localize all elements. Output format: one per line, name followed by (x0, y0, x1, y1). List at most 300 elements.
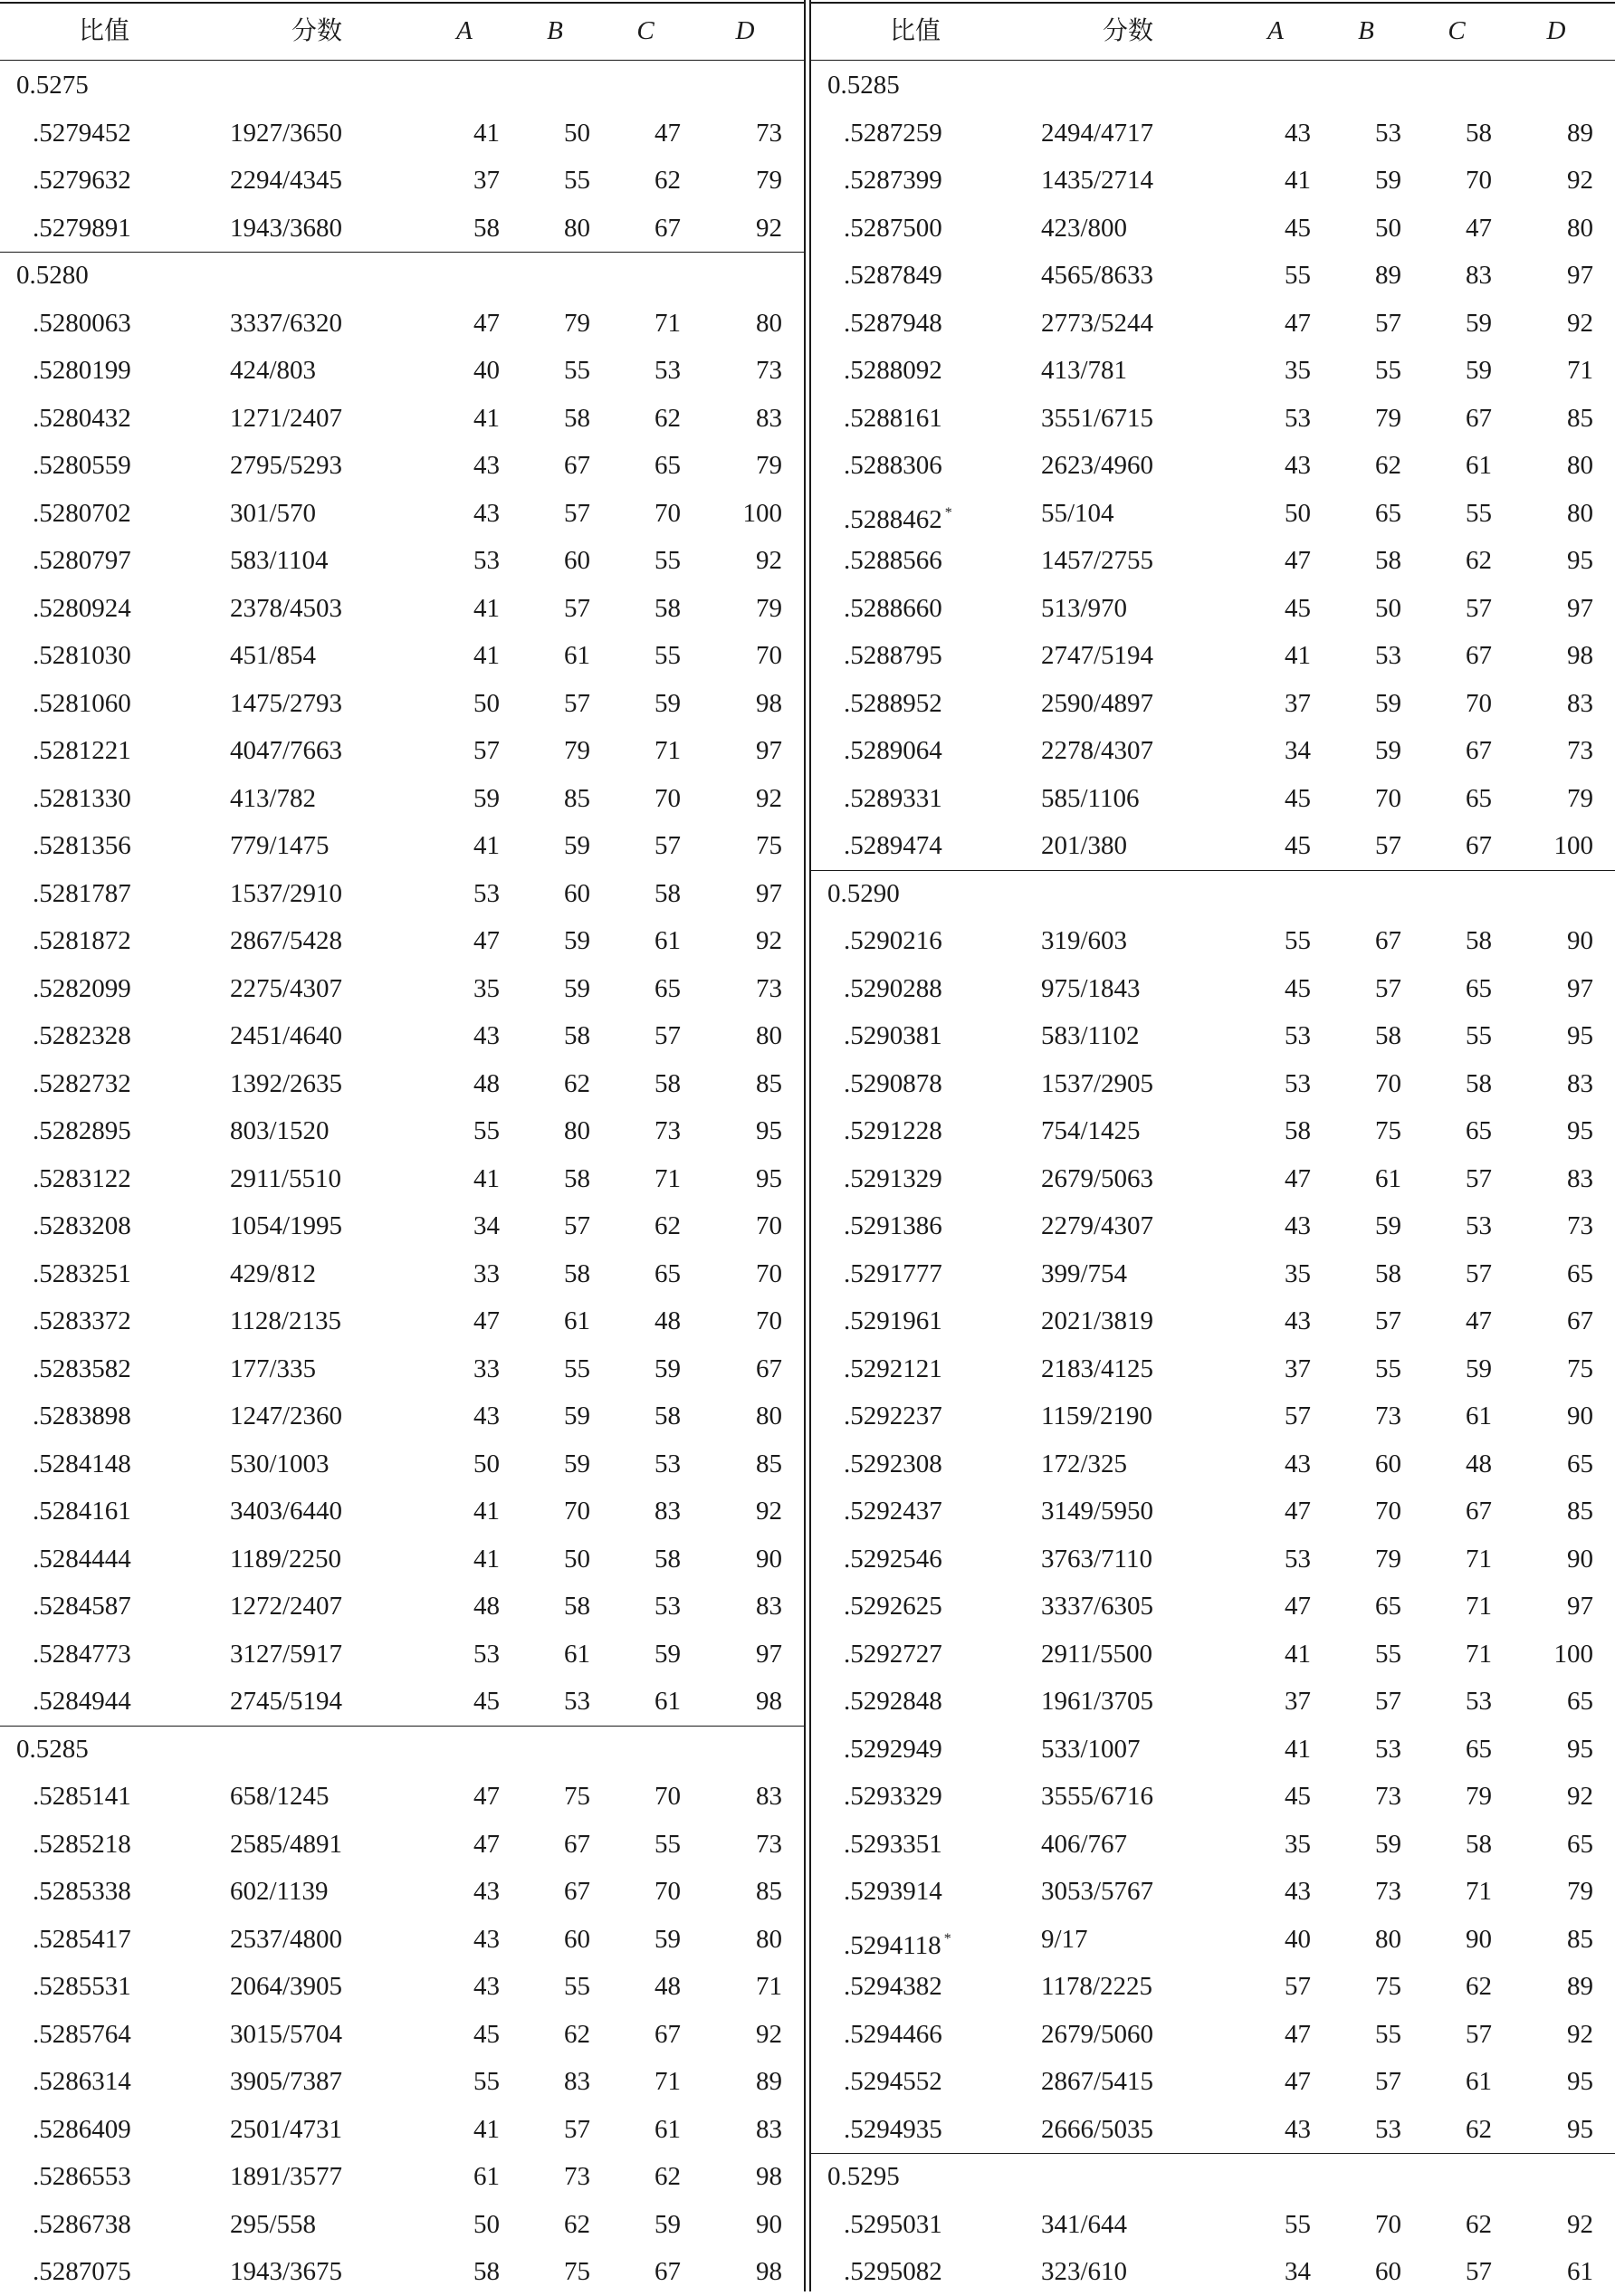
table-row (0, 870, 804, 918)
header-ratio: 比值 (78, 15, 129, 45)
table-row (0, 822, 804, 870)
b-cell: 58 (564, 403, 590, 433)
table-row (811, 727, 1615, 775)
fraction-cell: 1927/3650 (230, 118, 343, 148)
fraction-cell: 2590/4897 (1041, 688, 1154, 718)
a-cell: 45 (473, 1687, 500, 1716)
header-rule (811, 60, 1615, 61)
d-cell: 97 (756, 878, 782, 908)
table-row (811, 300, 1615, 348)
table-row (811, 1107, 1615, 1155)
fraction-cell: 1891/3577 (230, 2162, 343, 2191)
ratio-cell: .5283251 (33, 1258, 131, 1288)
c-cell: 71 (655, 736, 681, 765)
table-row (811, 1012, 1615, 1060)
fraction-cell: 423/800 (1041, 213, 1128, 243)
d-cell: 100 (742, 498, 782, 528)
table-row (811, 585, 1615, 633)
header-a: A (1267, 16, 1284, 45)
b-cell: 58 (1375, 546, 1401, 575)
ratio-cell: .5287399 (844, 166, 942, 195)
c-cell: 70 (1466, 166, 1492, 195)
c-cell: 58 (655, 1402, 681, 1430)
b-cell: 50 (1375, 593, 1401, 623)
table-row (811, 965, 1615, 1013)
ratio-cell: .5281221 (33, 736, 131, 765)
b-cell: 67 (564, 1829, 590, 1859)
a-cell: 53 (473, 1639, 500, 1669)
ratio-cell: .5293914 (844, 1877, 942, 1906)
a-cell: 57 (473, 736, 500, 765)
c-cell: 65 (655, 451, 681, 480)
c-cell: 53 (1466, 1211, 1492, 1240)
c-cell: 58 (655, 878, 681, 908)
b-cell: 67 (1375, 926, 1401, 955)
c-cell: 90 (1466, 1924, 1492, 1954)
table-row (811, 157, 1615, 205)
ratio-cell: .5285764 (33, 2019, 131, 2049)
fraction-cell: 530/1003 (230, 1449, 330, 1478)
a-cell: 33 (473, 1354, 500, 1383)
c-cell: 59 (1466, 1354, 1492, 1383)
d-cell: 65 (1567, 1687, 1593, 1716)
table-row (0, 2201, 804, 2249)
c-cell: 67 (1466, 403, 1492, 433)
table-row (0, 727, 804, 775)
ratio-cell: .5292625 (844, 1592, 942, 1621)
b-cell: 53 (1375, 1734, 1401, 1764)
c-cell: 67 (1466, 641, 1492, 670)
c-cell: 53 (655, 356, 681, 385)
table-row (0, 1012, 804, 1060)
fraction-cell: 429/812 (230, 1258, 317, 1288)
fraction-cell: 2183/4125 (1041, 1354, 1154, 1383)
fraction-cell: 1943/3675 (230, 2257, 343, 2286)
c-cell: 65 (655, 973, 681, 1003)
table-row (811, 775, 1615, 823)
table-row (811, 2011, 1615, 2059)
d-cell: 85 (756, 1449, 782, 1478)
a-cell: 43 (473, 451, 500, 480)
ratio-cell: .5280559 (33, 451, 131, 480)
c-cell: 61 (1466, 451, 1492, 480)
d-cell: 80 (756, 1402, 782, 1430)
d-cell: 75 (756, 831, 782, 860)
table-row (0, 1773, 804, 1821)
table-row (0, 965, 804, 1013)
b-cell: 83 (564, 2067, 590, 2096)
d-cell: 61 (1567, 2257, 1593, 2286)
c-cell: 53 (655, 1449, 681, 1478)
a-cell: 47 (1285, 2067, 1311, 2096)
c-cell: 59 (655, 1639, 681, 1669)
fraction-cell: 1247/2360 (230, 1402, 343, 1430)
c-cell: 57 (1466, 2257, 1492, 2286)
table-row (811, 2106, 1615, 2154)
b-cell: 59 (564, 831, 590, 860)
c-cell: 71 (1466, 1592, 1492, 1621)
a-cell: 43 (473, 1972, 500, 2001)
a-cell: 37 (1285, 1354, 1311, 1383)
c-cell: 67 (1466, 736, 1492, 765)
ratio-cell: .5287075 (33, 2257, 131, 2286)
table-row (0, 1060, 804, 1108)
fraction-cell: 3053/5767 (1041, 1877, 1154, 1906)
d-cell: 92 (756, 1497, 782, 1526)
b-cell: 57 (564, 498, 590, 528)
ratio-cell: .5291228 (844, 1116, 942, 1145)
table-row (0, 775, 804, 823)
a-cell: 43 (473, 1924, 500, 1954)
b-cell: 62 (564, 2019, 590, 2049)
ratio-cell: .5291961 (844, 1306, 942, 1335)
b-cell: 55 (1375, 2019, 1401, 2049)
d-cell: 98 (756, 2162, 782, 2191)
b-cell: 53 (1375, 2114, 1401, 2144)
fraction-cell: 1537/2910 (230, 878, 343, 908)
b-cell: 79 (564, 308, 590, 338)
table-row (0, 632, 804, 680)
table-row (811, 1821, 1615, 1869)
a-cell: 47 (473, 308, 500, 338)
c-cell: 58 (655, 1544, 681, 1574)
ratio-cell: .5290288 (844, 973, 942, 1003)
d-cell: 92 (1567, 166, 1593, 195)
a-cell: 47 (473, 1306, 500, 1335)
b-cell: 75 (1375, 1972, 1401, 2001)
table-row (811, 1250, 1615, 1298)
d-cell: 85 (1567, 1924, 1593, 1954)
d-cell: 70 (756, 641, 782, 670)
a-cell: 35 (1285, 1258, 1311, 1288)
c-cell: 65 (1466, 783, 1492, 813)
c-cell: 48 (1466, 1449, 1492, 1478)
d-cell: 92 (756, 2019, 782, 2049)
c-cell: 62 (1466, 1972, 1492, 2001)
a-cell: 50 (473, 2209, 500, 2239)
b-cell: 80 (564, 213, 590, 243)
ratio-cell: .5288952 (844, 688, 942, 718)
table-row (0, 1440, 804, 1488)
d-cell: 79 (756, 166, 782, 195)
fraction-cell: 1178/2225 (1041, 1972, 1152, 2001)
table-row (0, 157, 804, 205)
c-cell: 62 (655, 403, 681, 433)
a-cell: 48 (473, 1592, 500, 1621)
d-cell: 80 (1567, 213, 1593, 243)
ratio-cell: .5287259 (844, 118, 942, 148)
fraction-cell: 55/104 (1041, 498, 1114, 528)
a-cell: 43 (1285, 1211, 1311, 1240)
d-cell: 90 (1567, 926, 1593, 955)
a-cell: 55 (1285, 261, 1311, 290)
a-cell: 55 (473, 1116, 500, 1145)
b-cell: 59 (1375, 688, 1401, 718)
header-b: B (1358, 16, 1374, 45)
b-cell: 59 (1375, 1829, 1401, 1859)
c-cell: 71 (655, 308, 681, 338)
b-cell: 55 (564, 1354, 590, 1383)
header-c: C (1448, 16, 1466, 45)
ratio-cell: .5280063 (33, 308, 131, 338)
c-cell: 55 (655, 546, 681, 575)
fraction-cell: 779/1475 (230, 831, 330, 860)
b-cell: 70 (1375, 1068, 1401, 1098)
fraction-cell: 2275/4307 (230, 973, 343, 1003)
b-cell: 58 (564, 1592, 590, 1621)
ratio-cell: .5280797 (33, 546, 131, 575)
d-cell: 67 (1567, 1306, 1593, 1335)
b-cell: 58 (1375, 1258, 1401, 1288)
ratio-cell: .5295031 (844, 2209, 942, 2239)
ratio-cell: .5286314 (33, 2067, 131, 2096)
a-cell: 43 (1285, 1877, 1311, 1906)
a-cell: 43 (1285, 118, 1311, 148)
ratio-cell: .5283122 (33, 1163, 131, 1193)
a-cell: 34 (1285, 2257, 1311, 2286)
b-cell: 70 (1375, 2209, 1401, 2239)
b-cell: 59 (1375, 736, 1401, 765)
b-cell: 57 (1375, 1306, 1401, 1335)
c-cell: 67 (1466, 1497, 1492, 1526)
b-cell: 61 (564, 1639, 590, 1669)
b-cell: 55 (1375, 356, 1401, 385)
fraction-cell: 2867/5415 (1041, 2067, 1154, 2096)
ratio-cell: .5289064 (844, 736, 942, 765)
table-row (811, 1345, 1615, 1393)
ratio-cell: .5291329 (844, 1163, 942, 1193)
ratio-cell: .5280924 (33, 593, 131, 623)
table-row (811, 1535, 1615, 1583)
ratio-cell: .5282099 (33, 973, 131, 1003)
a-cell: 50 (1285, 498, 1311, 528)
fraction-cell: 2494/4717 (1041, 118, 1154, 148)
b-cell: 80 (564, 1116, 590, 1145)
table-row (0, 2153, 804, 2201)
ratio-cell: .5279632 (33, 166, 131, 195)
fraction-cell: 413/782 (230, 783, 317, 813)
table-row (0, 2058, 804, 2106)
a-cell: 33 (473, 1258, 500, 1288)
a-cell: 35 (473, 973, 500, 1003)
fraction-cell: 1457/2755 (1041, 546, 1154, 575)
ratio-cell: .5288795 (844, 641, 942, 670)
ratio-cell: .5281356 (33, 831, 131, 860)
d-cell: 80 (1567, 451, 1593, 480)
column-separator-left (804, 0, 806, 2291)
b-cell: 89 (1375, 261, 1401, 290)
table-row (811, 1583, 1615, 1631)
header-rule (0, 60, 804, 61)
ratio-cell: .5280702 (33, 498, 131, 528)
fraction-cell: 3149/5950 (1041, 1497, 1154, 1526)
d-cell: 80 (756, 1924, 782, 1954)
a-cell: 53 (1285, 1068, 1311, 1098)
d-cell: 79 (756, 451, 782, 480)
ratio-cell: .5291777 (844, 1258, 942, 1288)
fraction-cell: 2623/4960 (1041, 451, 1154, 480)
ratio-cell: .5281872 (33, 926, 131, 955)
a-cell: 50 (473, 1449, 500, 1478)
b-cell: 73 (1375, 1402, 1401, 1430)
fraction-cell: 2294/4345 (230, 166, 343, 195)
b-cell: 58 (564, 1163, 590, 1193)
d-cell: 73 (756, 118, 782, 148)
d-cell: 83 (1567, 688, 1593, 718)
top-rule (0, 2, 804, 4)
ratio-cell: .5285338 (33, 1877, 131, 1906)
a-cell: 41 (473, 118, 500, 148)
d-cell: 73 (1567, 736, 1593, 765)
table-row (0, 680, 804, 728)
d-cell: 73 (756, 356, 782, 385)
d-cell: 70 (756, 1258, 782, 1288)
fraction-cell: 3905/7387 (230, 2067, 343, 2096)
a-cell: 43 (1285, 1306, 1311, 1335)
fraction-cell: 1475/2793 (230, 688, 343, 718)
c-cell: 58 (1466, 1829, 1492, 1859)
ratio-cell (844, 1916, 951, 1964)
table-row (811, 1440, 1615, 1488)
table-row (0, 537, 804, 585)
fraction-cell: 3403/6440 (230, 1497, 343, 1526)
ratio-cell: .5294382 (844, 1972, 942, 2001)
group-label: 0.5295 (827, 2162, 900, 2191)
table-row (811, 1488, 1615, 1535)
d-cell: 90 (1567, 1402, 1593, 1430)
d-cell: 97 (756, 1639, 782, 1669)
a-cell: 45 (1285, 593, 1311, 623)
table-row (0, 300, 804, 348)
table-row (811, 442, 1615, 490)
table-row (0, 1392, 804, 1440)
table-row (811, 1155, 1615, 1203)
d-cell: 92 (756, 546, 782, 575)
table-row (0, 1155, 804, 1203)
table-row (0, 1868, 804, 1916)
a-cell: 41 (473, 593, 500, 623)
c-cell: 83 (1466, 261, 1492, 290)
d-cell: 89 (756, 2067, 782, 2096)
b-cell: 59 (564, 926, 590, 955)
fraction-cell: 2585/4891 (230, 1829, 343, 1859)
a-cell: 41 (473, 641, 500, 670)
a-cell: 34 (1285, 736, 1311, 765)
c-cell: 55 (1466, 498, 1492, 528)
d-cell: 90 (756, 2209, 782, 2239)
group-label: 0.5285 (827, 71, 900, 100)
a-cell: 45 (473, 2019, 500, 2049)
d-cell: 92 (756, 213, 782, 243)
b-cell: 57 (1375, 308, 1401, 338)
c-cell: 59 (655, 2209, 681, 2239)
ratio-cell: .5284587 (33, 1592, 131, 1621)
table-row (811, 822, 1615, 870)
a-cell: 35 (1285, 356, 1311, 385)
ratio-cell (844, 490, 952, 538)
c-cell: 71 (655, 2067, 681, 2096)
d-cell: 92 (1567, 1782, 1593, 1811)
fraction-cell: 323/610 (1041, 2257, 1128, 2286)
c-cell: 65 (1466, 1734, 1492, 1764)
table-row (811, 1631, 1615, 1679)
a-cell: 47 (1285, 546, 1311, 575)
c-cell: 71 (655, 1163, 681, 1193)
b-cell: 59 (564, 973, 590, 1003)
a-cell: 58 (1285, 1116, 1311, 1145)
ratio-cell: .5284944 (33, 1687, 131, 1716)
b-cell: 75 (1375, 1116, 1401, 1145)
fraction-cell: 658/1245 (230, 1782, 330, 1811)
a-cell: 41 (473, 1163, 500, 1193)
a-cell: 53 (473, 878, 500, 908)
table-row (811, 2248, 1615, 2296)
d-cell: 98 (756, 1687, 782, 1716)
ratio-cell: .5281330 (33, 783, 131, 813)
table-row (811, 2058, 1615, 2106)
table-row (0, 1583, 804, 1631)
ratio-cell: .5282895 (33, 1116, 131, 1145)
fraction-cell: 2773/5244 (1041, 308, 1154, 338)
c-cell: 59 (655, 688, 681, 718)
ratio-cell: .5287948 (844, 308, 942, 338)
a-cell: 45 (1285, 1782, 1311, 1811)
table-row (811, 1916, 1615, 1964)
ratio-cell: .5280432 (33, 403, 131, 433)
a-cell: 41 (473, 1544, 500, 1574)
fraction-cell: 295/558 (230, 2209, 317, 2239)
ratio-cell: .5281060 (33, 688, 131, 718)
b-cell: 57 (564, 1211, 590, 1240)
d-cell: 65 (1567, 1258, 1593, 1288)
b-cell: 62 (564, 2209, 590, 2239)
d-cell: 95 (1567, 1116, 1593, 1145)
d-cell: 89 (1567, 118, 1593, 148)
a-cell: 43 (1285, 451, 1311, 480)
table-row (0, 2248, 804, 2296)
table-row (0, 395, 804, 443)
ratio-cell: .5279891 (33, 213, 131, 243)
a-cell: 41 (473, 831, 500, 860)
c-cell: 79 (1466, 1782, 1492, 1811)
ratio-cell: .5283582 (33, 1354, 131, 1383)
d-cell: 71 (756, 1972, 782, 2001)
group-header-row (0, 252, 804, 300)
d-cell: 70 (756, 1211, 782, 1240)
c-cell: 59 (655, 1354, 681, 1383)
b-cell: 70 (1375, 783, 1401, 813)
fraction-cell: 602/1139 (230, 1877, 329, 1906)
d-cell: 92 (756, 926, 782, 955)
table-row (811, 1392, 1615, 1440)
d-cell: 79 (1567, 1877, 1593, 1906)
d-cell: 90 (1567, 1544, 1593, 1574)
fraction-cell: 1271/2407 (230, 403, 343, 433)
c-cell: 71 (1466, 1639, 1492, 1669)
table-row (0, 1963, 804, 2011)
fraction-cell: 2745/5194 (230, 1687, 343, 1716)
d-cell: 98 (1567, 641, 1593, 670)
a-cell: 37 (1285, 688, 1311, 718)
a-cell: 35 (1285, 1829, 1311, 1859)
d-cell: 95 (1567, 546, 1593, 575)
a-cell: 41 (473, 1497, 500, 1526)
d-cell: 75 (1567, 1354, 1593, 1383)
fraction-cell: 3127/5917 (230, 1639, 343, 1669)
b-cell: 59 (1375, 166, 1401, 195)
fraction-cell: 2911/5510 (230, 1163, 341, 1193)
table-row (0, 205, 804, 253)
